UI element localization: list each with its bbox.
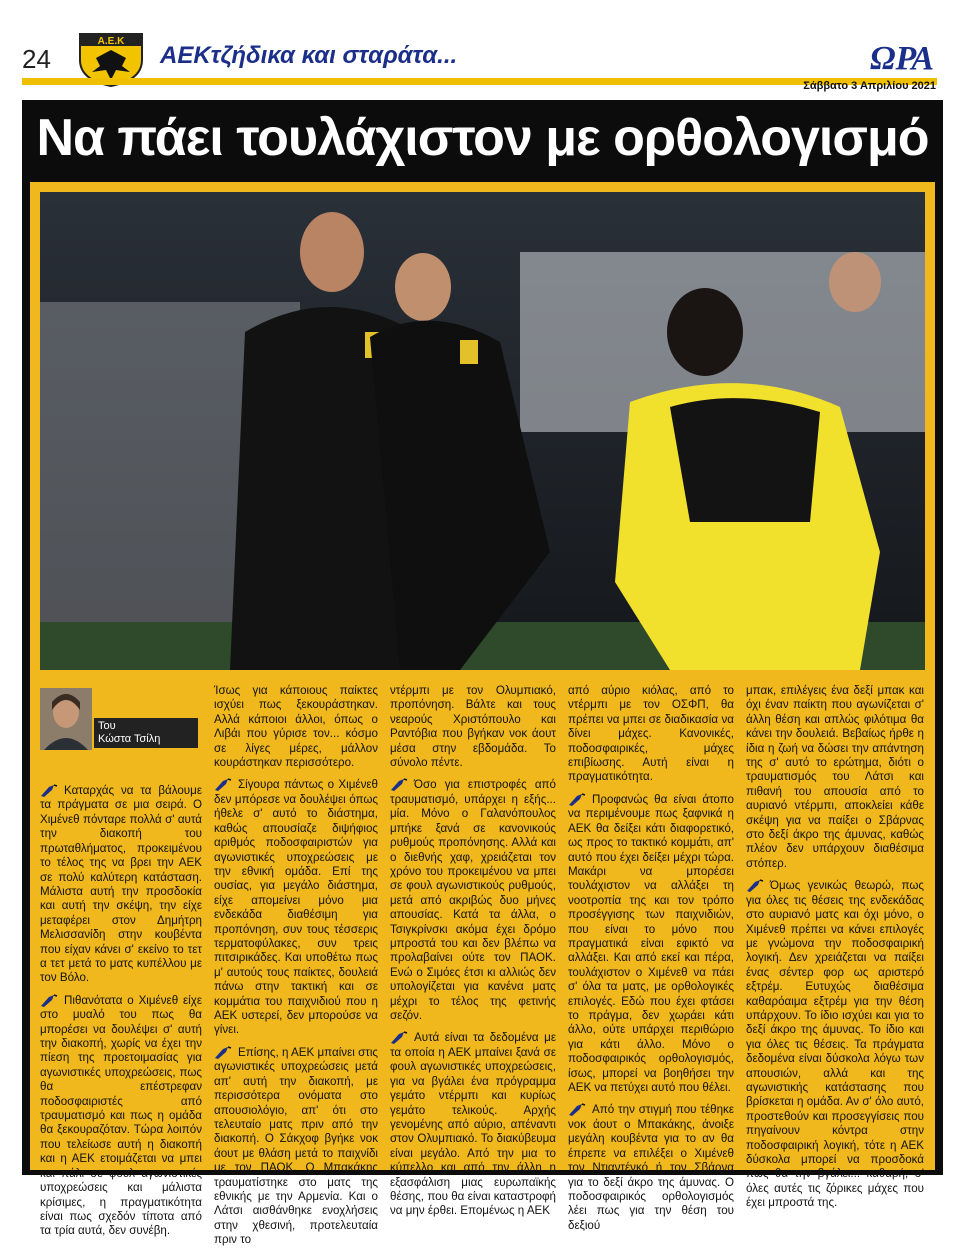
article-column-4 bbox=[568, 684, 734, 1241]
paragraph-text: Επίσης, η ΑΕΚ μπαίνει στις αγωνιστικές υποχρεώσεις μετά απ' αυτή την διακοπή, με περισσότερα ονόματα στο απουσιολόγιο, απ' ότι στο τελευταίο ματς πριν από την διακοπή. Ο Σάκχοφ βγήκε νοκ άουτ με θλάση μετά το παιχνίδι με τον ΠΑΟΚ. Ο Μπακάκης τραυματίστηκε στο ματς της εθνικής με την Αρμενία. Και ο Λάτσι αισθάνθηκε ενοχλήσεις στην χθεσινή, προτελευταία πριν το bbox=[214, 1045, 378, 1247]
paper-logo: ΩΡΑ bbox=[870, 40, 934, 77]
paragraph-text: από αύριο κιόλας, από το ντέρμπι με τον ΟΣΦΠ, θα πρέπει να μπει σε διαδικασία να δίνει μάχες. Κανονικές, ποδοσφαιρικές, μάχες επιβίωσης. Αυτή είναι η πραγματικότητα. bbox=[568, 684, 734, 784]
section-title: ΑΕΚτζήδικα και σταράτα... bbox=[160, 42, 458, 69]
paragraph bbox=[214, 778, 378, 1037]
paragraph-text: μπακ, επιλέγεις ένα δεξί μπακ και όχι έναν παίκτη που αγωνίζεται σ' άλλη θέση και απλώς φιλότιμα θα κάνει την δουλειά. Βεβαίως ήρθε η ίδια η ζωή να δώσει την απάντηση της σ' αυτό το ερώτημα, διότι ο τραυματισμός του Λάτσι και πιθανή του απουσία από το αυριανό ντέρμπι, αποκλείει κάθε σκέψη για να παίξει ο Σβάρνας στο δεξί άκρο της άμυνας, καθώς πλέον δεν υπάρχουν διαθέσιμα στόπερ. bbox=[746, 684, 924, 870]
pen-icon bbox=[214, 778, 232, 792]
paragraph-text: Πιθανότατα ο Χιμένεθ είχε στο μυαλό του πως θα μπορέσει να δουλέψει σ' αυτή την διακοπή, χωρίς να έχει την πίεση της προετοιμασίας για αγωνιστικές υποχρεώσεις, πως θα επέστρεφαν ποδοσφαιριστές από τραυματισμό και πως η ομάδα θα ξεκουραζόταν. Τώρα λοιπόν που τελείωσε αυτή η διακοπή και η ΑΕΚ ετοιμάζεται να μπει και πάλι σε φουλ αγωνιστικές υποχρεώσεις και μάλιστα κρίσιμες, η πραγματικότητα είναι πως σχεδόν τίποτα από τα τρία αυτά, δεν συνέβη. bbox=[40, 993, 202, 1238]
article-column-5 bbox=[746, 684, 924, 1219]
author-photo bbox=[40, 688, 92, 750]
header-rule bbox=[22, 78, 937, 85]
paragraph bbox=[214, 684, 378, 770]
paragraph bbox=[568, 793, 734, 1096]
pen-icon bbox=[40, 784, 58, 798]
paragraph bbox=[746, 879, 924, 1210]
paragraph bbox=[390, 1031, 556, 1218]
paragraph-text: ντέρμπι με τον Ολυμπιακό, προπόνηση. Βάλτε και τους νεαρούς Χριστόπουλο και Ραντόβια που βγήκαν νοκ άουτ μέσα στην εβδομάδα. Το σύνολο πέντε. bbox=[390, 684, 556, 770]
pen-icon bbox=[390, 778, 408, 792]
article-photo bbox=[40, 192, 925, 670]
author-prefix: Του bbox=[98, 720, 116, 732]
paragraph-text: Ίσως για κάποιους παίκτες ισχύει πως ξεκουράστηκαν. Αλλά κάποιοι άλλοι, όπως ο Λιβάι που γύρισε τον... κόσμο σε λίγες μέρες, μάλλον κουράστηκαν περισσότερο. bbox=[214, 684, 378, 770]
paragraph-text: Αυτά είναι τα δεδομένα με τα οποία η ΑΕΚ μπαίνει ξανά σε φουλ αγωνιστικές υποχρεώσεις, για να βγάλει ένα πρόγραμμα γεμάτο ντέρμπι και κυρίως γεμάτο τελικούς. Αρχής γενομένης από αύριο, απέναντι στον Ολυμπιακό. Το διακύβευμα είναι μεγάλο. Από την μια το κύπελλο και από την άλλη η εξασφάλιση μιας ευρωπαϊκής θέσης, που θα είναι καταστροφή να μην έρθει. Επομένως η ΑΕΚ bbox=[390, 1031, 556, 1218]
page-number: 24 bbox=[22, 44, 51, 74]
article-column-2 bbox=[214, 684, 378, 1256]
paragraph bbox=[390, 778, 556, 1023]
pen-icon bbox=[214, 1046, 232, 1060]
paragraph-text: Προφανώς θα είναι άτοπο να περιμένουμε πως ξαφνικά η ΑΕΚ θα δείξει κάτι διαφορετικό, ως προς το τακτικό κομμάτι, απ' αυτό που έχει δείξει μέχρι τώρα. Μακάρι να μπορέσει τουλάχιστον να αλλάξει τη νοοτροπία της και τον τρόπο προσέγγισης των παιχνιδιών, που είναι το μόνο που πραγματικά είναι εφικτό να αλλάξει. Και από εκεί και πέρα, τουλάχιστον ο Χιμένεθ να πάει σ' όλα τα ματς, με ορθολογικές επιλογές. Εδώ που έχει φτάσει το πράγμα, δεν χωράει κάτι άλλο, ούτε υπάρχει περιθώριο για κάτι άλλο. Μόνο ο ποδοσφαιρικός ορθολογισμός, ίσως, μπορεί να βοηθήσει την ΑΕΚ να πετύχει αυτό που θέλει. bbox=[568, 792, 734, 1095]
pen-icon bbox=[390, 1031, 408, 1045]
paragraph-text: Από την στιγμή που τέθηκε νοκ άουτ ο Μπακάκης, άνοιξε μεγάλη κουβέντα για το αν θα έπρεπε να επιλέξει ο Χιμένεθ τον Ντιαντένκό ή τον Σβάρνα για το δεξί άκρο της άμυνας. Ο ποδοσφαιρικός ορθολογισμός λέει πως για την θέση του δεξιού bbox=[568, 1103, 734, 1232]
pen-icon bbox=[40, 994, 58, 1008]
article-column-3 bbox=[390, 684, 556, 1227]
paragraph bbox=[390, 684, 556, 770]
pen-icon bbox=[568, 1103, 586, 1117]
paragraph bbox=[40, 784, 202, 986]
article-column-1 bbox=[40, 784, 202, 1247]
headline: Να πάει τουλάχιστον με ορθολογισμό bbox=[36, 109, 929, 167]
author-name: Κώστα Τσίλη bbox=[98, 733, 161, 745]
paragraph-text: Όμως γενικώς θεωρώ, πως για όλες τις θέσεις της ενδεκάδας στο αυριανό ματς και όχι μόνο, ο Χιμένεθ πρέπει να κάνει επιλογές με γνώμονα την ποδοσφαιρική λογική. Δεν χρειάζεται να παίξει ένας σέντερ φορ ως αριστερό εξτρέμ. Ευτυχώς διαθέσιμα καθαρόαιμα εξτρέμ για την θέση υπάρχουν. Το ίδιο ισχύει και για το δεξί άκρο της άμυνας. Το ίδιο και για όλες τις θέσεις. Τα πράγματα δεδομένα είναι δύσκολα λόγω των απουσιών, αλλά και της αγωνιστικής κατάστασης που βρίσκεται η ομάδα. Αν σ' όλο αυτό, προστεθούν και προσεγγίσεις που πηγαίνουν κόντρα στην ποδοσφαιρική λογική, τότε η ΑΕΚ δύσκολα μπορεί να προσδοκά πως θα την βγάλει... καθαρή, σ' όλες αυτές τις ζόρικες μάχες που έχει μπροστά της. bbox=[746, 879, 924, 1210]
pen-icon bbox=[746, 879, 764, 893]
paragraph bbox=[568, 1103, 734, 1233]
author-byline bbox=[94, 718, 198, 748]
paragraph bbox=[568, 684, 734, 785]
issue-date: Σάββατο 3 Απριλίου 2021 bbox=[803, 80, 936, 92]
paragraph bbox=[214, 1046, 378, 1248]
paragraph-text: Σίγουρα πάντως ο Χιμένεθ δεν μπόρεσε να δουλέψει όπως ήθελε σ' αυτό το διάστημα, καθώς απουσίαζε διψήφιος αριθμός ποδοσφαιριστών για αγωνιστικές υποχρεώσεις με την εθνική ομάδα. Επί της ουσίας, για μεγάλο διάστημα, είχε απομείνει μόνο μια ενδεκάδα διαθέσιμη για προπόνηση, συν τους τέσσερις τερματοφύλακες, συν τρεις πιτσιρικάδες. Και υποθέτω πως μ' αυτούς τους παίκτες, δουλειά πάνω στην τακτική και σε κομμάτια του παιχνιδιού που η ΑΕΚ υστερεί, δεν μπορούσε να γίνει. bbox=[214, 778, 378, 1037]
paragraph bbox=[746, 684, 924, 871]
paragraph-text: Όσο για επιστροφές από τραυματισμό, υπάρχει η εξής... μία. Μόνο ο Γαλανόπουλος μπήκε ξανά σε κανονικούς ρυθμούς προπόνησης. Αλλά και ο διεθνής χαφ, χρειάζεται τον χρόνο του προκειμένου να μπει σε φουλ αγωνιστικούς ρυθμούς, μετά από ακριβώς δυο μήνες απουσίας. Κατά τα άλλα, ο Τσιγκρίνσκι ακόμα έχει δρόμο μπροστά του και δεν βλέπω να προλαβαίνει ούτε τον ΠΑΟΚ. Ενώ ο Σιμόες έτσι κι αλλιώς δεν υπολογίζεται για κανένα ματς μέχρι το τέλος της φετινής σεζόν. bbox=[390, 778, 556, 1022]
paragraph-text: Καταρχάς να τα βάλουμε τα πράγματα σε μια σειρά. Ο Χιμένεθ πόνταρε πολλά σ' αυτά την διακοπή του πρωταθλήματος, προκειμένου το τέλος της να βρει την ΑΕΚ σε πολύ καλύτερη κατάσταση. Μάλιστα αυτή την προσδοκία και αυτή την σκέψη, την είχε μεταφέρει στον Δημήτρη Μελισσανίδη στην κουβέντα που είχαν κάνει σ' εκείνο το τετ α τετ μετά το ματς κυπέλλου με τον Βόλο. bbox=[40, 784, 202, 985]
crest-text: Α.Ε.Κ bbox=[97, 36, 125, 47]
paragraph bbox=[40, 994, 202, 1239]
pen-icon bbox=[568, 793, 586, 807]
